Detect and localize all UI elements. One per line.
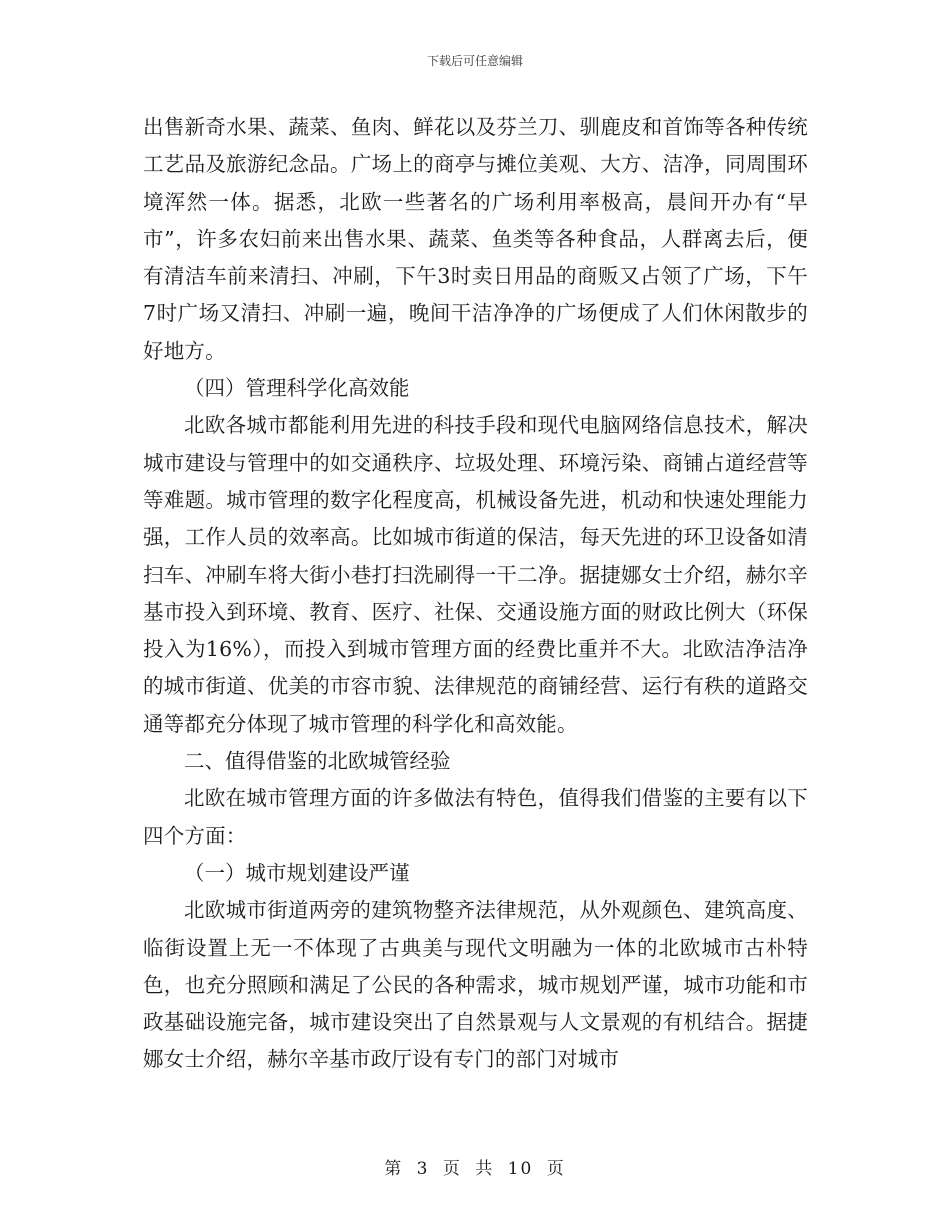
paragraph-planning: 北欧城市街道两旁的建筑物整齐法律规范，从外观颜色、建筑高度、临街设置上无一不体现了古典美与现代文明融为一体的北欧城市古朴特色，也充分照顾和满足了公民的各种需求，城市规划严谨，城市功能和市政基础设施完备，城市建设突出了自然景观与人文景观的有机结合。据捷娜女士介绍，赫尔辛基市政厅设有专门的部门对城市	[143, 898, 808, 1072]
paragraph-management-technology: 北欧各城市都能利用先进的科技手段和现代电脑网络信息技术，解决城市建设与管理中的如交通秩序、垃圾处理、环境污染、商铺占道经营等等难题。城市管理的数字化程度高，机械设备先进，机动和快速处理能力强，工作人员的效率高。比如城市街道的保洁，每天先进的环卫设备如清扫车、冲刷车将大街小巷打扫洗刷得一干二净。据捷娜女士介绍，赫尔辛基市投入到环境、教育、医疗、社保、交通设施方面的财政比例大（环保投入为16%），而投入到城市管理方面的经费比重并不大。北欧洁净洁净的城市街道、优美的市容市貌、法律规范的商铺经营、运行有秩的道路交通等都充分体现了城市管理的科学化和高效能。	[143, 413, 808, 736]
section-heading-planning: （一）城市规划建设严谨	[184, 860, 410, 885]
section-heading-experience: 二、值得借鉴的北欧城管经验	[184, 749, 451, 774]
document-body	[143, 109, 808, 1079]
paragraph-market-square: 出售新奇水果、蔬菜、鱼肉、鲜花以及芬兰刀、驯鹿皮和首饰等各种传统工艺品及旅游纪念品。广场上的商亭与摊位美观、大方、洁净，同周围环境浑然一体。据悉，北欧一些著名的广场利用率极高，晨间开办有“早市”，许多农妇前来出售水果、蔬菜、鱼类等各种食品，人群离去后，便有清洁车前来清扫、冲刷，下午3时卖日用品的商贩又占领了广场，下午7时广场又清扫、冲刷一遍，晚间干洁净净的广场便成了人们休闲散步的好地方。	[143, 115, 808, 363]
page-footer-page-number: 第 3 页 共 10 页	[384, 1159, 566, 1179]
page-header: 下载后可任意编辑	[426, 54, 523, 68]
section-heading-management: （四）管理科学化高效能	[184, 376, 410, 401]
paragraph-experience-intro: 北欧在城市管理方面的许多做法有特色，值得我们借鉴的主要有以下四个方面：	[143, 786, 808, 848]
